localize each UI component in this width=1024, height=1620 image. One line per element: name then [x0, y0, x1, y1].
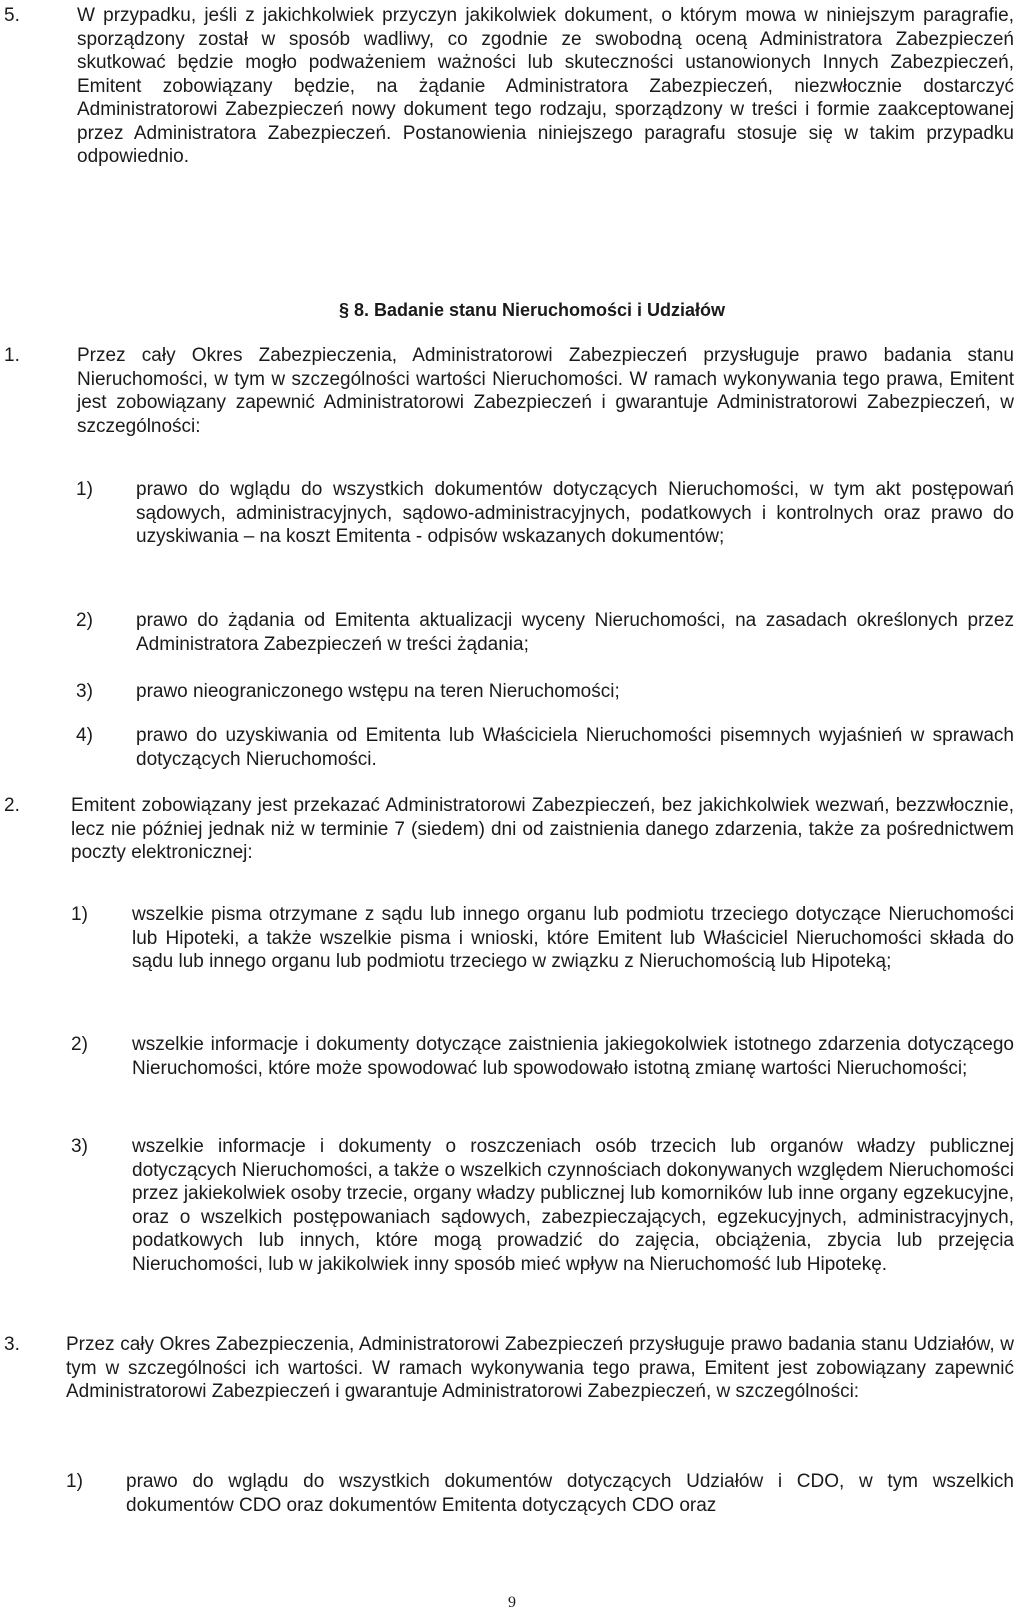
list-item-number: 3)	[76, 681, 93, 702]
list-item-number: 3)	[71, 1136, 88, 1157]
list-item-number: 1)	[71, 904, 88, 925]
section-heading: § 8. Badanie stanu Nieruchomości i Udziałów	[338, 300, 726, 320]
list-item-text: wszelkie informacje i dokumenty o roszczeniach osób trzecich lub organów władzy publicznej dotyczących Nieruchomości, a także o wszelkich czynnościach dokonywanych względem Nieruchomości przez jakiekolwiek osoby trzecie, organy władzy publicznej lub komorników lub inne organy egzekucyjne, oraz o wszelkich postępowaniach sądowych, zabezpieczających, egzekucyjnych, administracyjnych, podatkowych lub innych, które mogą prowadzić do zajęcia, obciążenia, zbycia lub przejęcia Nieruchomości, lub w jakikolwiek inny sposób mieć wpływ na Nieruchomość lub Hipotekę.	[132, 1136, 1014, 1275]
list-item-text: prawo do żądania od Emitenta aktualizacji wyceny Nieruchomości, na zasadach określonych przez Administratora Zabezpieczeń w treści żądania;	[136, 610, 1014, 655]
list-item-text: prawo do wglądu do wszystkich dokumentów dotyczących Udziałów i CDO, w tym wszelkich dokumentów CDO oraz dokumentów Emitenta dotyczących CDO oraz	[126, 1471, 1014, 1516]
list-item-number: 1)	[76, 479, 93, 500]
list-item-number: 2)	[71, 1034, 88, 1055]
list-item-text: prawo do uzyskiwania od Emitenta lub Właściciela Nieruchomości pisemnych wyjaśnień w sprawach dotyczących Nieruchomości.	[136, 725, 1014, 770]
paragraph-number: 1.	[4, 345, 20, 366]
list-item-text: wszelkie pisma otrzymane z sądu lub innego organu lub podmiotu trzeciego dotyczące Nieruchomości lub Hipoteki, a także wszelkie pisma i wnioski, które Emitent lub Właściciel Nieruchomości składa do sądu lub innego organu lub podmiotu trzeciego w związku z Nieruchomością lub Hipoteką;	[132, 904, 1014, 972]
list-item-text: wszelkie informacje i dokumenty dotyczące zaistnienia jakiegokolwiek istotnego zdarzenia dotyczącego Nieruchomości, które może spowodować lub spowodowało istotną zmianę wartości Nieruchomości;	[132, 1034, 1014, 1079]
list-item-text: prawo nieograniczonego wstępu na teren Nieruchomości;	[136, 681, 620, 702]
list-item-number: 2)	[76, 610, 93, 631]
paragraph-text: Emitent zobowiązany jest przekazać Administratorowi Zabezpieczeń, bez jakichkolwiek wezwań, bezzwłocznie, lecz nie później jednak niż w terminie 7 (siedem) dni od zaistnienia danego zdarzenia, także za pośrednictwem poczty elektronicznej:	[71, 795, 1014, 863]
paragraph-number: 3.	[4, 1334, 20, 1355]
paragraph-text: W przypadku, jeśli z jakichkolwiek przyczyn jakikolwiek dokument, o którym mowa w niniejszym paragrafie, sporządzony został w sposób wadliwy, co zgodnie ze swobodną oceną Administratora Zabezpieczeń skutkować będzie mogło podważeniem ważności lub skuteczności ustanowionych Innych Zabezpieczeń, Emitent zobowiązany będzie, na żądanie Administratora Zabezpieczeń, niezwłocznie dostarczyć Administratorowi Zabezpieczeń nowy dokument tego rodzaju, sporządzony w treści i formie zaakceptowanej przez Administratora Zabezpieczeń. Postanowienia niniejszego paragrafu stosuje się w takim przypadku odpowiednio.	[77, 5, 1014, 167]
list-item-number: 4)	[76, 725, 93, 746]
paragraph-text: Przez cały Okres Zabezpieczenia, Administratorowi Zabezpieczeń przysługuje prawo badania stanu Udziałów, w tym w szczególności ich wartości. W ramach wykonywania tego prawa, Emitent jest zobowiązany zapewnić Administratorowi Zabezpieczeń i gwarantuje Administratorowi Zabezpieczeń, w szczególności:	[66, 1334, 1014, 1402]
paragraph-text: Przez cały Okres Zabezpieczenia, Administratorowi Zabezpieczeń przysługuje prawo badania stanu Nieruchomości, w tym w szczególności wartości Nieruchomości. W ramach wykonywania tego prawa, Emitent jest zobowiązany zapewnić Administratorowi Zabezpieczeń i gwarantuje Administratorowi Zabezpieczeń, w szczególności:	[77, 345, 1014, 437]
paragraph-number: 5.	[4, 5, 20, 26]
list-item-text: prawo do wglądu do wszystkich dokumentów dotyczących Nieruchomości, w tym akt postępowań sądowych, administracyjnych, sądowo-administracyjnych, podatkowych i kontrolnych oraz prawo do uzyskiwania – na koszt Emitenta - odpisów wskazanych dokumentów;	[136, 479, 1014, 547]
paragraph-number: 2.	[4, 795, 20, 816]
page-number: 9	[508, 1594, 516, 1611]
list-item-number: 1)	[66, 1471, 83, 1492]
